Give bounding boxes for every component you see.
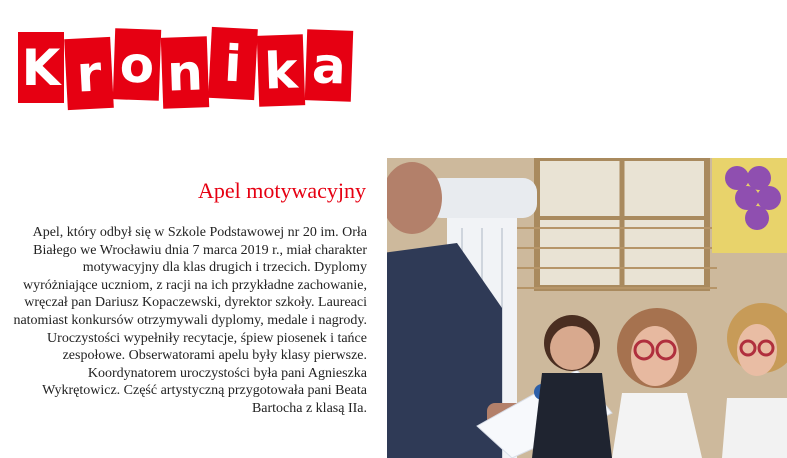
logo-letter-r: r — [64, 37, 114, 110]
logo-letter-o: o — [113, 28, 161, 101]
article-photo — [387, 158, 787, 458]
article-title: Apel motywacyjny — [197, 178, 366, 203]
kronika-logo[interactable] — [18, 32, 352, 103]
logo-letter-a: a — [305, 29, 353, 102]
article-body: Apel, który odbył się w Szkole Podstawowej nr 20 im. Orła Białego we Wrocławiu dnia 7 marca 2019 r., miał charakter motywacyjny dla klas drugich i trzecich. Dyplomy wyróżniające uczniom, z racji na ich przykładne zachowanie, wręczał pan Dariusz Kopaczewski, dyrektor szkoły. Laureaci natomiast konkursów otrzymywali dyplomy, medale i nagrody. Uroczystości wypełniły recytacje, śpiew piosenek i tańce zespołowe. Obserwatorami apelu były klasy pierwsze. Koordynatorem uroczystości była pani Agnieszka Wykrętowicz. Część artystyczną przygotowała pani Beata Bartocha z klasą IIa. — [13, 225, 367, 416]
logo-letter-i: i — [208, 27, 258, 100]
logo-letter-n: n — [161, 36, 209, 109]
photo-illustration — [387, 158, 787, 458]
logo-letter-k: K — [18, 32, 64, 103]
logo-letter-k2: k — [257, 34, 305, 107]
